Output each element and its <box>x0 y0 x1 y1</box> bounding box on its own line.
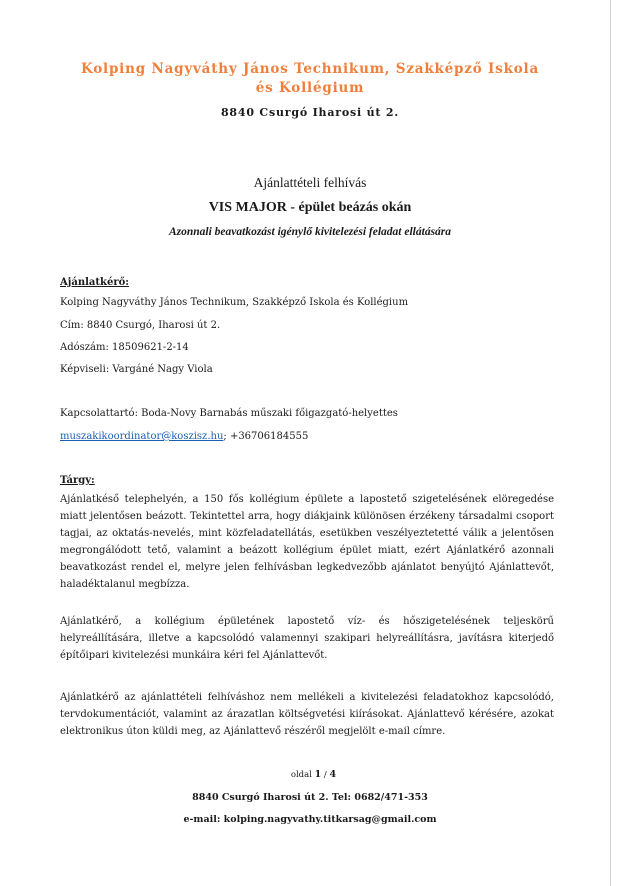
page-prefix: oldal <box>290 770 315 780</box>
document-subtitle-italic: Azonnali beavatkozást igénylő kivitelezési feladat ellátására <box>168 226 452 238</box>
targy-paragraph-2: Ajánlatkérő, a kollégium épületének lapostető víz- és hőszigetelésének teljeskörű helyreállítására, illetve a kapcsolódó valamennyi szakipari helyreállításra, javításra kiterjedő építőipari kivitelezési munkáira kéri fel Ajánlattevőt. <box>60 616 554 661</box>
ajanlatkero-label: Ajánlatkérő: <box>60 277 129 288</box>
contact-person: Kapcsolattartó: Boda-Novy Barnabás műszaki főigazgató-helyettes <box>60 408 398 419</box>
contact-email-link[interactable]: muszakikoordinator@koszisz.hu <box>60 431 224 442</box>
ajanlatkero-tax-number: Adószám: 18509621-2-14 <box>60 342 189 353</box>
org-address-header: 8840 Csurgó Iharosi út 2. <box>220 106 400 119</box>
document-title: Ajánlattételi felhívás <box>253 175 367 190</box>
page-separator: / <box>321 770 330 780</box>
footer-email: e-mail: kolping.nagyvathy.titkarsag@gmail.com <box>183 814 437 825</box>
ajanlatkero-address: Cím: 8840 Csurgó, Iharosi út 2. <box>60 320 221 331</box>
contact-line <box>60 431 308 442</box>
document-subtitle: VIS MAJOR - épület beázás okán <box>208 200 412 215</box>
page-current: 1 <box>314 769 322 780</box>
targy-paragraph-1: Ajánlatkéső telephelyén, a 150 fős kollégium épülete a lapostető szigetelésének elöregedése miatt jelentősen beázott. Tekintettel arra, hogy diákjaink különösen érzékeny társadalmi csoport tagjai, az oktatás-nevelés, mint közfeladatellátás, esetükben veszélyeztetetté válik a jelentősen megrongálódott tető, valamint a beázott kollégium épület miatt, ezért Ajánlatkérő azonnali beavatkozást rendel el, melyre jelen felhívásban legkedvezőbb ajánlatot benyújtó Ajánlattevőt, haladéktalanul megbízza. <box>60 494 554 590</box>
targy-label: Tárgy: <box>60 475 95 486</box>
page-number <box>0 769 627 780</box>
page-total: 4 <box>329 769 337 780</box>
footer-address-tel: 8840 Csurgó Iharosi út 2. Tel: 0682/471-353 <box>192 792 428 803</box>
contact-phone: ; +36706184555 <box>223 431 309 442</box>
ajanlatkero-name: Kolping Nagyváthy János Technikum, Szakképző Iskola és Kollégium <box>60 297 409 308</box>
targy-paragraph-3: Ajánlatkérő az ajánlattételi felhíváshoz nem mellékeli a kivitelezési feladatokhoz kapcsolódó, tervdokumentációt, valamint az árazatlan költségvetési kiírásokat. Ajánlattevő kérésére, azokat elektronikus úton küldi meg, az Ajánlattevő részéről megjelölt e-mail címre. <box>60 692 554 737</box>
page-edge <box>610 0 611 886</box>
ajanlatkero-representative: Képviseli: Vargáné Nagy Viola <box>60 364 213 375</box>
org-name-header: Kolping Nagyváthy János Technikum, Szakképző Iskola és Kollégium <box>80 61 540 96</box>
